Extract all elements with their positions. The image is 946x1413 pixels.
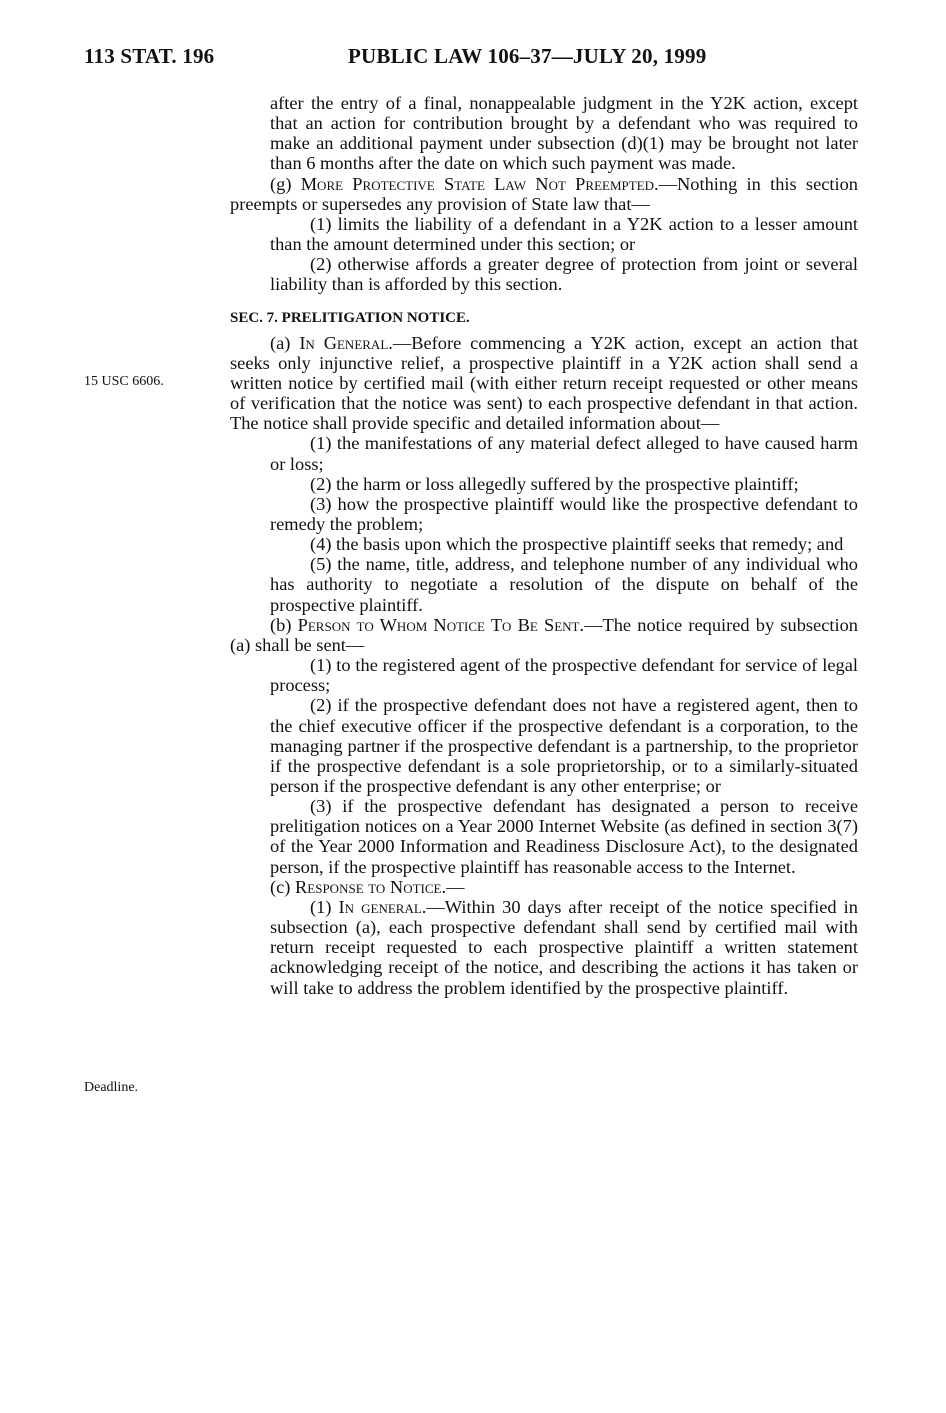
subsection-c: (c) Response to Notice.— [270,876,465,897]
section-7-heading: SEC. 7. PRELITIGATION NOTICE. [230,309,470,326]
subsection-b-item-2: (2) if the prospective defendant does not have a registered agent, then to the chief executive officer if the prospective defendant is a corporation, to the managing partner if the prospective defendant is a partnership, to the proprietor if the prospective defendant is a sole proprietorship, or to a similarly-situated person if the prospective defendant is any other enterprise; or [270,695,858,796]
continued-text: after the entry of a final, nonappealable judgment in the Y2K action, except that an action for contribution brought by a defendant who was required to make an additional payment under subsection (d)(1) may be brought not later than 6 months after the date on which such payment was made. [270,93,858,174]
document-body [230,93,858,998]
subsection-a-item-1: (1) the manifestations of any material defect alleged to have caused harm or loss; [270,433,858,474]
subsection-c-item-1-heading: In general [338,896,422,917]
subsection-a-heading: In General [299,332,389,353]
subsection-a-item-5: (5) the name, title, address, and telephone number of any individual who has authority to negotiate a resolution of the dispute on behalf of the prospective plaintiff. [270,554,858,615]
subsection-a-item-4: (4) the basis upon which the prospective plaintiff seeks that remedy; and [310,534,844,555]
subsection-c-heading: Response to Notice [295,876,442,897]
subsection-a-item-2: (2) the harm or loss allegedly suffered by the prospective plaintiff; [310,473,799,494]
subsection-b: (b) Person to Whom Notice To Be Sent.—The notice required by subsection (a) shall be sent— [230,614,858,655]
margin-note-deadline: Deadline. [84,1080,139,1095]
subsection-a-item-3: (3) how the prospective plaintiff would like the prospective defendant to remedy the problem; [270,493,858,534]
subsection-b-item-3: (3) if the prospective defendant has designated a person to receive prelitigation notices on a Year 2000 Internet Website (as defined in section 3(7) of the Year 2000 Information and Readiness Disclosure Act), to the designated person, if the prospective plaintiff has reasonable access to the Internet. [270,796,858,877]
subsection-b-heading: Person to Whom Notice To Be Sent [297,614,580,635]
subsection-b-item-1: (1) to the registered agent of the prospective defendant for service of legal process; [270,655,858,696]
subsection-a: (a) In General.—Before commencing a Y2K action, except an action that seeks only injunctive relief, a prospective plaintiff in a Y2K action shall send a written notice by certified mail (with either return receipt requested or other means of verification that the notice was sent) to each prospective defendant in that action. The notice shall provide specific and detailed information about— [230,332,858,434]
subsection-g-heading: More Protective State Law Not Preempted [300,173,655,194]
margin-note-usc: 15 USC 6606. [84,374,164,389]
subsection-g-item-1: (1) limits the liability of a defendant in a Y2K action to a lesser amount than the amount determined under this section; or [270,213,858,255]
page-reference: 113 STAT. 196 [84,44,215,68]
subsection-g-item-2: (2) otherwise affords a greater degree of protection from joint or several liability than is afforded by this section. [270,254,858,295]
running-title: PUBLIC LAW 106–37—JULY 20, 1999 [348,44,707,68]
subsection-c-item-1: (1) In general.—Within 30 days after receipt of the notice specified in subsection (a), each prospective defendant shall send by certified mail with return receipt requested to each prospective plaintiff a written statement acknowledging receipt of the notice, and describing the actions it has taken or will take to address the problem identified by the prospective plaintiff. [270,896,858,998]
subsection-g: (g) More Protective State Law Not Preempted.—Nothing in this section preempts or supersedes any provision of State law that— [230,173,859,214]
